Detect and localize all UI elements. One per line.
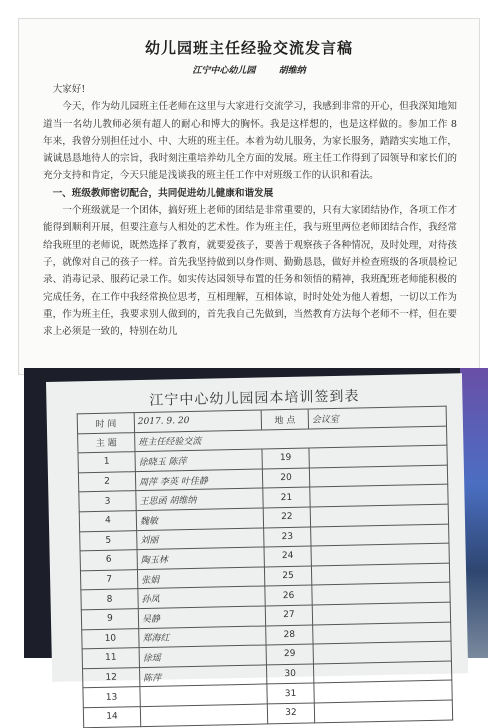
place-label: 地 点 xyxy=(261,409,308,430)
row-number: 14 xyxy=(83,707,140,728)
row-number-right: 31 xyxy=(267,683,314,704)
signature: 徐瑶 xyxy=(139,645,266,667)
row-number: 5 xyxy=(80,530,137,551)
signature-rows xyxy=(78,445,453,727)
row-number: 8 xyxy=(81,589,138,610)
signature: 孙凤 xyxy=(138,586,265,608)
theme-label: 主 题 xyxy=(78,432,135,453)
row-number: 13 xyxy=(83,687,140,708)
signature: 徐晓玉 陈萍 xyxy=(135,449,262,471)
document-byline xyxy=(19,63,479,76)
signature: 郑海红 xyxy=(139,625,266,647)
sign-in-sheet xyxy=(46,373,468,723)
author-name: 胡维纳 xyxy=(278,66,306,76)
row-number: 11 xyxy=(82,648,139,669)
row-number: 12 xyxy=(83,667,140,688)
signature: 陶玉林 xyxy=(137,547,264,569)
row-number-right: 25 xyxy=(264,566,311,587)
signature-right xyxy=(314,700,452,722)
row-number: 4 xyxy=(79,511,136,532)
signature: 王思函 胡维纳 xyxy=(136,488,263,510)
signature: 魏敏 xyxy=(136,508,263,530)
row-number-right: 26 xyxy=(265,585,312,606)
row-number-right: 22 xyxy=(263,507,310,528)
row-number: 9 xyxy=(81,609,138,630)
row-number-right: 21 xyxy=(263,487,310,508)
row-number-right: 27 xyxy=(265,605,312,626)
row-number-right: 32 xyxy=(267,703,314,724)
school-name: 江宁中心幼儿园 xyxy=(192,66,256,76)
place-value: 会议室 xyxy=(308,406,446,428)
row-number-right: 20 xyxy=(262,468,309,489)
row-number: 1 xyxy=(78,452,135,473)
signature: 刘丽 xyxy=(137,528,264,550)
row-number: 3 xyxy=(79,491,136,512)
row-number-right: 19 xyxy=(262,448,309,469)
section-paragraph: 一个班级就是一个团体，搞好班上老师的团结是非常重要的，只有大家团结协作，各项工作才能得到顺利开展，但要注意与人相处的艺术性。作为班主任，我与班里两位老师团结合作，我经常给我班里的老师说，既然选择了教育，就要爱孩子，要善于观察孩子各种情况，及时处理，对待孩子，就像对自己的孩子一样。首先我坚持做到以身作则、勤勤恳恳，做好并检查班级的各项晨检记录、消毒记录、服药记录工作。如实传达园领导布置的任务和领悟的精神，我班配班老师能积极的完成任务，在工作中我经常换位思考，互相理解，互相体谅，时时处处为他人着想，一切以工作为重，作为班主任，我要求别人做到的，首先我自己先做到，当然教育方法每个老师不一样，但在要求上必须是一致的，特别在幼儿 xyxy=(43,205,457,338)
row-number: 10 xyxy=(82,628,139,649)
document-body xyxy=(43,81,457,340)
sign-in-sheet-photo xyxy=(24,368,484,723)
signature: 周萍 李英 叶佳静 xyxy=(135,469,262,491)
row-number-right: 30 xyxy=(266,664,313,685)
signature: 张娟 xyxy=(137,567,264,589)
row-number-right: 23 xyxy=(264,527,311,548)
speech-document xyxy=(18,18,480,375)
greeting: 大家好! xyxy=(52,84,86,95)
time-value: 2017. 9. 20 xyxy=(134,410,261,432)
section-heading: 一、班级教师密切配合，共同促进幼儿健康和谐发展 xyxy=(52,187,274,199)
row-number-right: 24 xyxy=(264,546,311,567)
document-title: 幼儿园班主任经验交流发言稿 xyxy=(144,39,353,57)
signature xyxy=(140,684,267,706)
row-number-right: 28 xyxy=(266,625,313,646)
theme-value: 班主任经验交流 xyxy=(135,426,447,452)
row-number: 2 xyxy=(78,471,135,492)
row-number-right: 29 xyxy=(266,644,313,665)
row-number: 6 xyxy=(80,550,137,571)
signature: 吴静 xyxy=(138,606,265,628)
time-label: 时 间 xyxy=(77,413,134,434)
intro-paragraph: 今天，作为幼儿园班主任老师在这里与大家进行交流学习，我感到非常的开心，但我深知地知道当一名幼儿教师必须有超人的耐心和博大的胸怀。我是这样想的，也是这样做的。参加工作 8 年来，我曾分别担任过小、中、大班的班主任。本着为幼儿服务，为家长服务，踏踏实实地工作，诚诚恳恳地待人的宗旨，我时刻注重培养幼儿全方面的发展。班主任工作得到了园领导和家长们的充分支持和肯定，今天只能是浅谈我的班主任工作中对班级工作的认识和看法。 xyxy=(43,101,457,182)
row-number: 7 xyxy=(80,569,137,590)
sign-in-table xyxy=(77,406,454,728)
signature: 陈萍 xyxy=(139,665,266,687)
sheet-title: 江宁中心幼儿园园本培训签到表 xyxy=(149,388,360,409)
signature xyxy=(140,704,267,726)
